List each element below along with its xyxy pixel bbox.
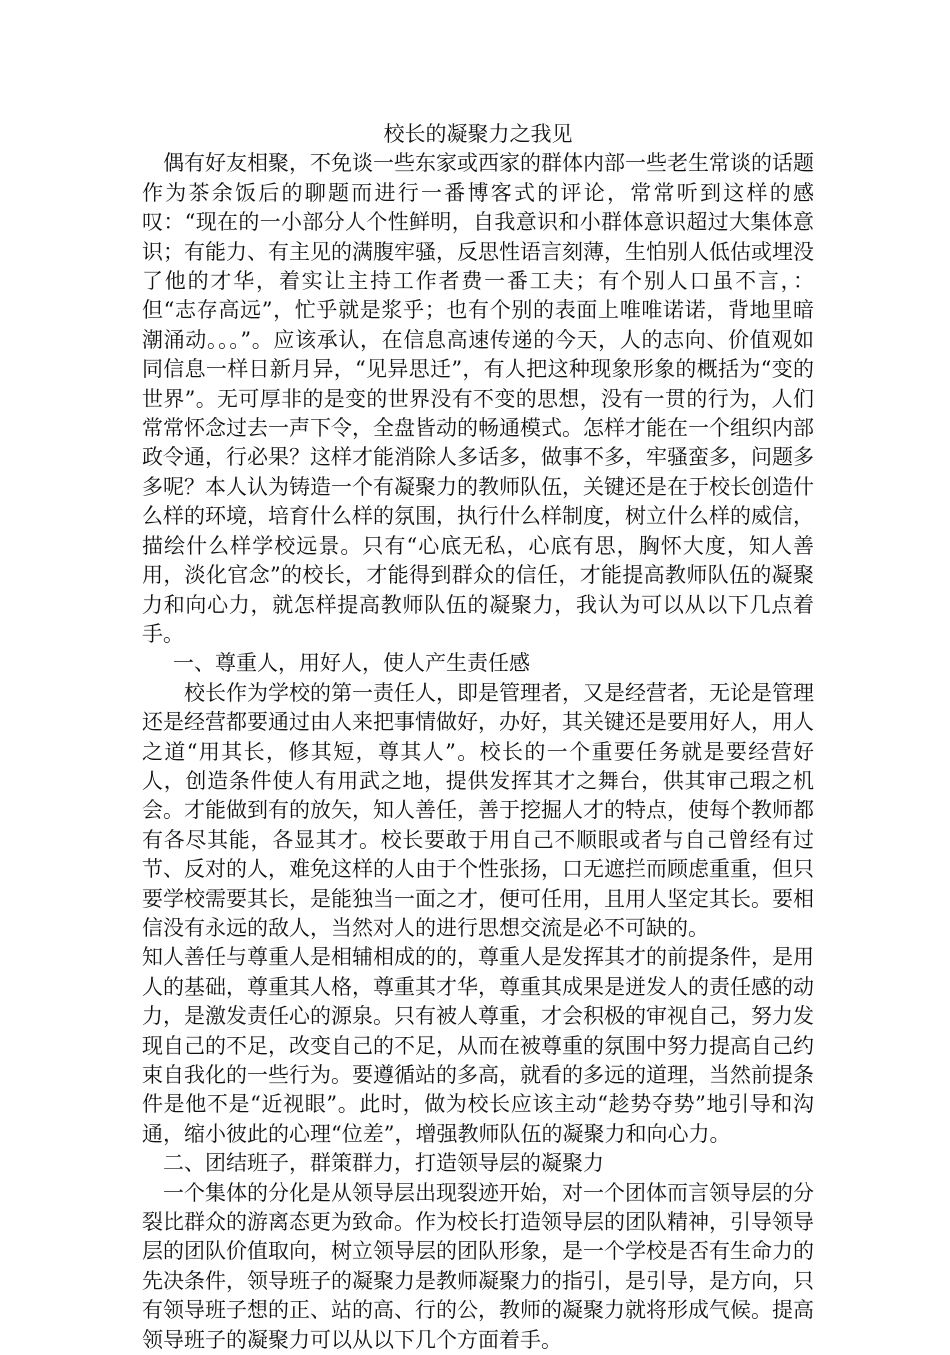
document-page [142, 120, 814, 1355]
paragraph-intro: 偶有好友相聚，不免谈一些东家或西家的群体内部一些老生常谈的话题作为茶余饭后的聊题而进行一番博客式的评论，常常听到这样的感叹：“现在的一小部分人个性鲜明，自我意识和小群体意识超过大集体意识；有能力、有主见的满腹牢骚，反思性语言刻薄，生怕别人低估或埋没了他的才华，着实让主持工作者费一番工夫；有个别人口虽不言，：但“志存高远”，忙乎就是浆乎；也有个别的表面上唯唯诺诺，背地里暗潮涌动。。。”。应该承认，在信息高速传递的今天，人的志向、价值观如同信息一样日新月异，“见异思迁”，有人把这种现象形象的概括为“变的世界”。无可厚非的是变的世界没有不变的思想，没有一贯的行为，人们常常怀念过去一声下令，全盘皆动的畅通模式。怎样才能在一个组织内部政令通，行必果？这样才能消除人多话多，做事不多，牢骚蛮多，问题多多呢？本人认为铸造一个有凝聚力的教师队伍，关键还是在于校长创造什么样的环境，培育什么样的氛围，执行什么样制度，树立什么样的威信，描绘什么样学校远景。只有“心底无私，心底有思，胸怀大度，知人善用，淡化官念”的校长，才能得到群众的信任，才能提高教师队伍的凝聚力和向心力，就怎样提高教师队伍的凝聚力，我认为可以从以下几点着手。 [142, 151, 814, 646]
paragraph-section-1-b: 知人善任与尊重人是相辅相成的的，尊重人是发挥其才的前提条件，是用人的基础，尊重其人格，尊重其才华，尊重其成果是迸发人的责任感的动力，是激发责任心的源泉。只有被人尊重，才会积极的审视自己，努力发现自己的不足，改变自己的不足，从而在被尊重的氛围中努力提高自己约束自我化的一些行为。要遵循站的多高，就看的多远的道理，当然前提条件是他不是“近视眼”。此时，做为校长应该主动“趁势夺势”地引导和沟通，缩小彼此的心理“位差”，增强教师队伍的凝聚力和向心力。 [142, 945, 814, 1146]
section-heading-1: 一、尊重人，用好人，使人产生责任感 [173, 651, 530, 676]
section-heading-2: 二、团结班子，群策群力，打造领导层的凝聚力 [163, 1151, 604, 1176]
document-title: 校长的凝聚力之我见 [383, 122, 573, 146]
paragraph-section-1-a: 校长作为学校的第一责任人，即是管理者，又是经营者，无论是管理还是经营都要通过由人来把事情做好，办好，其关键还是要用好人，用人之道“用其长，修其短，尊其人”。校长的一个重要任务就是要经营好人，创造条件使人有用武之地，提供发挥其才之舞台，供其审己瑕之机会。才能做到有的放矢，知人善任，善于挖掘人才的特点，使每个教师都有各尽其能，各显其才。校长要敢于用自己不顺眼或者与自己曾经有过节、反对的人，难免这样的人由于个性张扬，口无遮拦而顾虑重重，但只要学校需要其长，是能独当一面之才，便可任用，且用人坚定其长。要相信没有永远的敌人，当然对人的进行思想交流是必不可缺的。 [142, 680, 814, 940]
paragraph-section-2-a: 一个集体的分化是从领导层出现裂迹开始，对一个团体而言领导层的分裂比群众的游离态更为致命。作为校长打造领导层的团队精神，引导领导层的团队价值取向，树立领导层的团队形象，是一个学校是否有生命力的先决条件，领导班子的凝聚力是教师凝聚力的指引，是引导，是方向，只有领导班子想的正、站的高、行的公，教师的凝聚力就将形成气候。提高领导班子的凝聚力可以从以下几个方面着手。 [142, 1180, 814, 1352]
